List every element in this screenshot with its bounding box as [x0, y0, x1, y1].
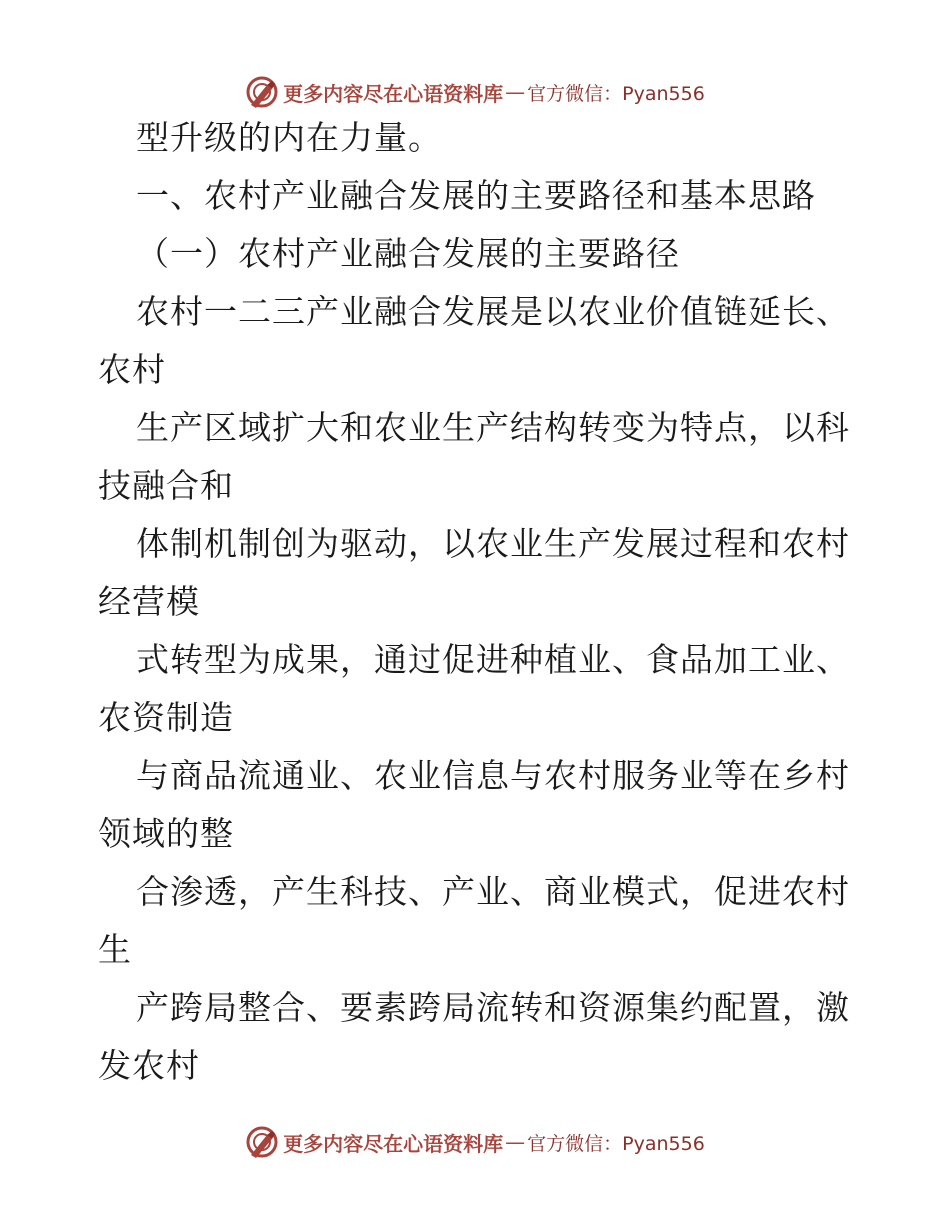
text-line: 经营模: [98, 582, 200, 621]
text-line: 生: [98, 930, 132, 969]
footer-watermark-banner: [0, 1122, 950, 1162]
banner-wechat-id: 官方微信：Pyan556: [527, 82, 705, 105]
header-watermark-banner: [0, 72, 950, 112]
text-line: 体制机制创为驱动，以农业生产发展过程和农村: [136, 524, 850, 563]
pen-logo-icon: [245, 75, 279, 109]
banner-separator: —: [505, 1130, 526, 1154]
banner-wechat-id: 官方微信：Pyan556: [527, 1132, 705, 1155]
pen-logo-icon: [245, 1125, 279, 1159]
text-line: 生产区域扩大和农业生产结构转变为特点，以科: [136, 408, 850, 447]
text-line: 发农村: [98, 1046, 200, 1085]
subsection-heading: （一）农村产业融合发展的主要路径: [136, 234, 680, 273]
text-line: 农资制造: [98, 698, 234, 737]
text-line: 技融合和: [98, 466, 234, 505]
text-line: 与商品流通业、农业信息与农村服务业等在乡村: [136, 756, 850, 795]
text-line: 产跨局整合、要素跨局流转和资源集约配置，激: [136, 988, 850, 1027]
banner-title: 更多内容尽在心语资料库: [283, 1131, 504, 1156]
section-heading: 一、农村产业融合发展的主要路径和基本思路: [136, 176, 816, 215]
banner-separator: —: [505, 80, 526, 104]
text-line: 领域的整: [98, 814, 234, 853]
banner-title: 更多内容尽在心语资料库: [283, 81, 504, 106]
text-line: 式转型为成果，通过促进种植业、食品加工业、: [136, 640, 850, 679]
text-line: 农村: [98, 350, 166, 389]
text-line: 合渗透，产生科技、产业、商业模式，促进农村: [136, 872, 850, 911]
text-line: 农村一二三产业融合发展是以农业价值链延长、: [136, 292, 850, 331]
text-line: 型升级的内在力量。: [136, 118, 442, 157]
